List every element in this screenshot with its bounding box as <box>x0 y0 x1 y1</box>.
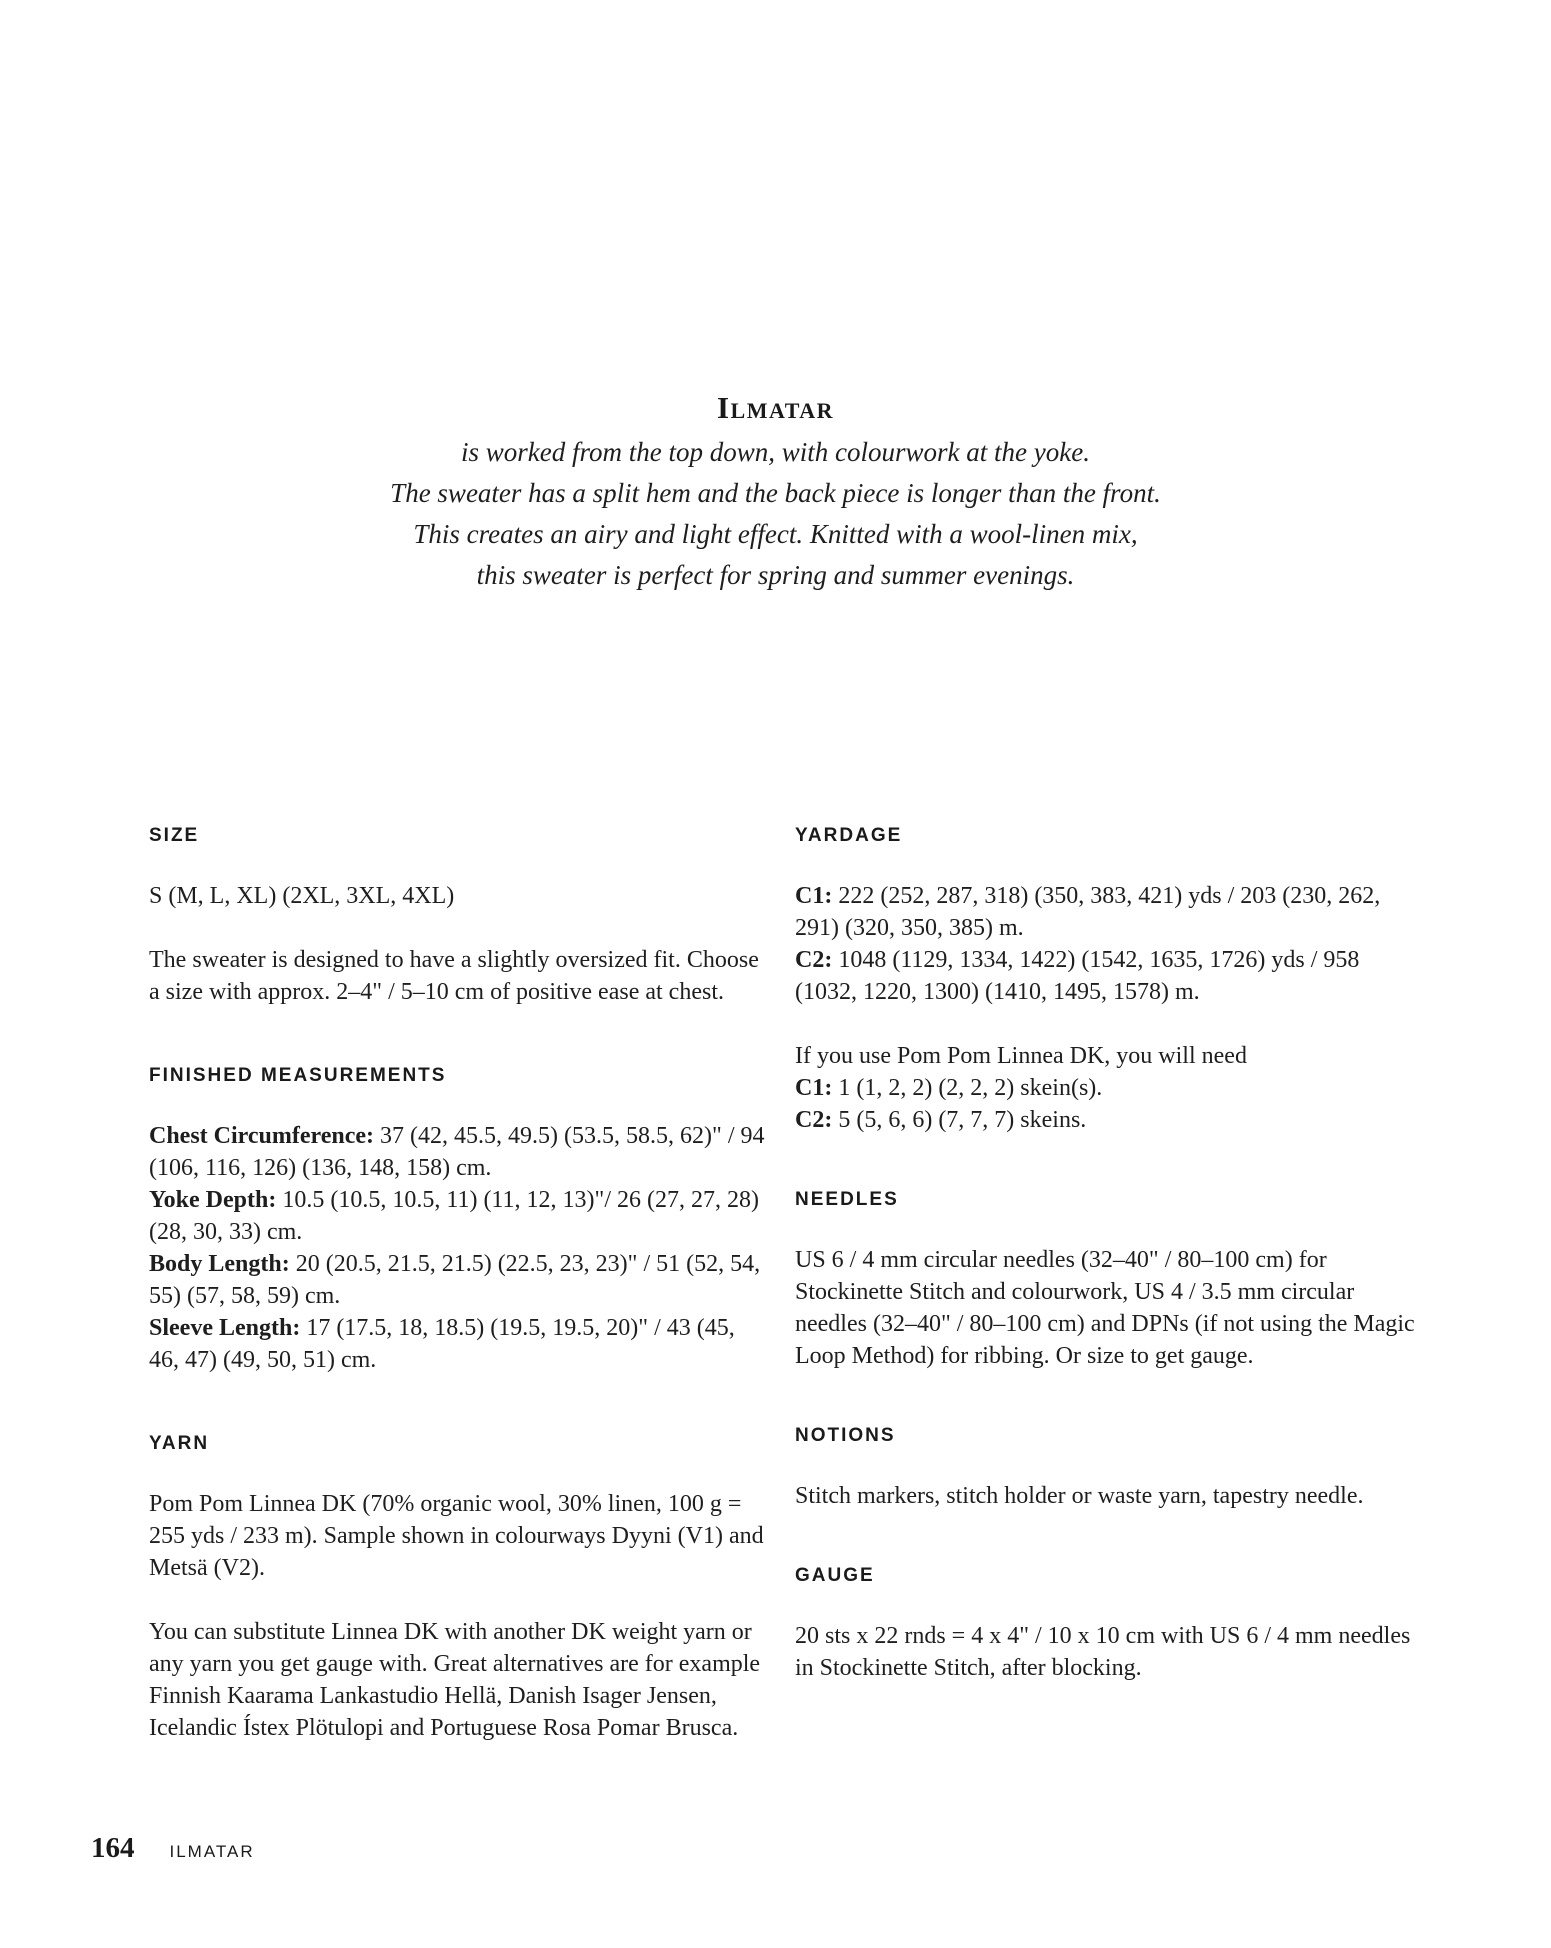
yardage-c2-label: C2: <box>795 947 833 973</box>
measurements-heading: FINISHED MEASUREMENTS <box>149 1065 447 1086</box>
measurement-item <box>149 1315 735 1373</box>
needles-heading: NEEDLES <box>795 1189 899 1210</box>
gauge-heading: GAUGE <box>795 1565 875 1586</box>
size-heading: SIZE <box>149 825 200 846</box>
measurement-label: Yoke Depth: <box>149 1187 277 1213</box>
size-note: The sweater is designed to have a slightly oversized fit. Choose a size with approx. 2–4" / 5–10 cm of positive ease at chest. <box>149 947 759 1005</box>
section-spacer <box>795 1512 1415 1565</box>
yardage-amounts <box>795 880 1415 1008</box>
yardage-section <box>795 825 1415 1136</box>
measurement-label: Sleeve Length: <box>149 1315 301 1341</box>
notions-heading: NOTIONS <box>795 1425 896 1446</box>
skein-intro: If you use Pom Pom Linnea DK, you will need <box>795 1043 1247 1069</box>
size-section <box>149 825 769 1008</box>
size-list: S (M, L, XL) (2XL, 3XL, 4XL) <box>149 883 455 909</box>
section-spacer <box>149 1376 769 1433</box>
needles-section <box>795 1189 1415 1372</box>
measurements-list <box>149 1120 769 1376</box>
yarn-heading: YARN <box>149 1433 210 1454</box>
notions-section <box>795 1425 1415 1512</box>
intro-line: The sweater has a split hem and the back piece is longer than the front. <box>390 478 1161 508</box>
measurement-item <box>149 1187 759 1245</box>
measurement-value: 37 (42, 45.5, 49.5) (53.5, 58.5, 62)" / 94 (106, 116, 126) (136, 148, 158) cm. <box>149 1123 765 1181</box>
measurement-item <box>149 1251 760 1309</box>
page-footer <box>91 1832 255 1872</box>
yardage-c1-label: C1: <box>795 883 833 909</box>
intro-line: is worked from the top down, with colourwork at the yoke. <box>461 437 1090 467</box>
running-head: ILMATAR <box>169 1842 255 1861</box>
yarn-description: Pom Pom Linnea DK (70% organic wool, 30% linen, 100 g = 255 yds / 233 m). Sample shown in colourways Dyyni (V1) and Metsä (V2). <box>149 1491 764 1581</box>
yarn-substitutes: You can substitute Linnea DK with another DK weight yarn or any yarn you get gauge with. Great alternatives are for example Finnish Kaarama Lankastudio Hellä, Danish Isager Jensen, Icelandic Ístex Plötulopi and Portuguese Rosa Pomar Brusca. <box>149 1619 761 1741</box>
section-spacer <box>795 1136 1415 1189</box>
notions-text: Stitch markers, stitch holder or waste yarn, tapestry needle. <box>795 1483 1364 1509</box>
yardage-c1-value: 222 (252, 287, 318) (350, 383, 421) yds / 203 (230, 262, 291) (320, 350, 385) m. <box>795 883 1381 941</box>
pattern-intro <box>0 388 1551 596</box>
skein-amounts <box>795 1040 1415 1136</box>
needles-text: US 6 / 4 mm circular needles (32–40" / 80–100 cm) for Stockinette Stitch and colourwork, US 4 / 3.5 mm circular needles (32–40" / 80–100 cm) and DPNs (if not using the Magic Loop Method) for ribbing. Or size to get gauge. <box>795 1247 1415 1369</box>
right-column <box>795 825 1415 1684</box>
intro-line: this sweater is perfect for spring and summer evenings. <box>476 560 1075 590</box>
skein-c2-label: C2: <box>795 1107 833 1133</box>
yarn-section <box>149 1433 769 1744</box>
left-column <box>149 825 769 1744</box>
yardage-c2-value: 1048 (1129, 1334, 1422) (1542, 1635, 1726) yds / 958 (1032, 1220, 1300) (1410, 1495, 1578) m. <box>795 947 1360 1005</box>
pattern-title: Ilmatar <box>716 390 835 425</box>
intro-line: This creates an airy and light effect. Knitted with a wool-linen mix, <box>413 519 1138 549</box>
section-spacer <box>795 1372 1415 1425</box>
gauge-text: 20 sts x 22 rnds = 4 x 4" / 10 x 10 cm with US 6 / 4 mm needles in Stockinette Stitch, after blocking. <box>795 1623 1411 1681</box>
skein-c1-value: 1 (1, 2, 2) (2, 2, 2) skein(s). <box>832 1075 1103 1101</box>
measurement-value: 10.5 (10.5, 10.5, 11) (11, 12, 13)"/ 26 (27, 27, 28) (28, 30, 33) cm. <box>149 1187 759 1245</box>
measurement-item <box>149 1123 764 1181</box>
gauge-section <box>795 1565 1415 1684</box>
measurement-value: 17 (17.5, 18, 18.5) (19.5, 19.5, 20)" / 43 (45, 46, 47) (49, 50, 51) cm. <box>149 1315 735 1373</box>
skein-c1-label: C1: <box>795 1075 833 1101</box>
skein-c2-value: 5 (5, 6, 6) (7, 7, 7) skeins. <box>832 1107 1087 1133</box>
section-spacer <box>149 1008 769 1065</box>
measurements-section <box>149 1065 769 1376</box>
measurement-value: 20 (20.5, 21.5, 21.5) (22.5, 23, 23)" / 51 (52, 54, 55) (57, 58, 59) cm. <box>149 1251 761 1309</box>
page-number: 164 <box>91 1832 135 1864</box>
measurement-label: Chest Circumference: <box>149 1123 375 1149</box>
yardage-heading: YARDAGE <box>795 825 903 846</box>
measurement-label: Body Length: <box>149 1251 290 1277</box>
